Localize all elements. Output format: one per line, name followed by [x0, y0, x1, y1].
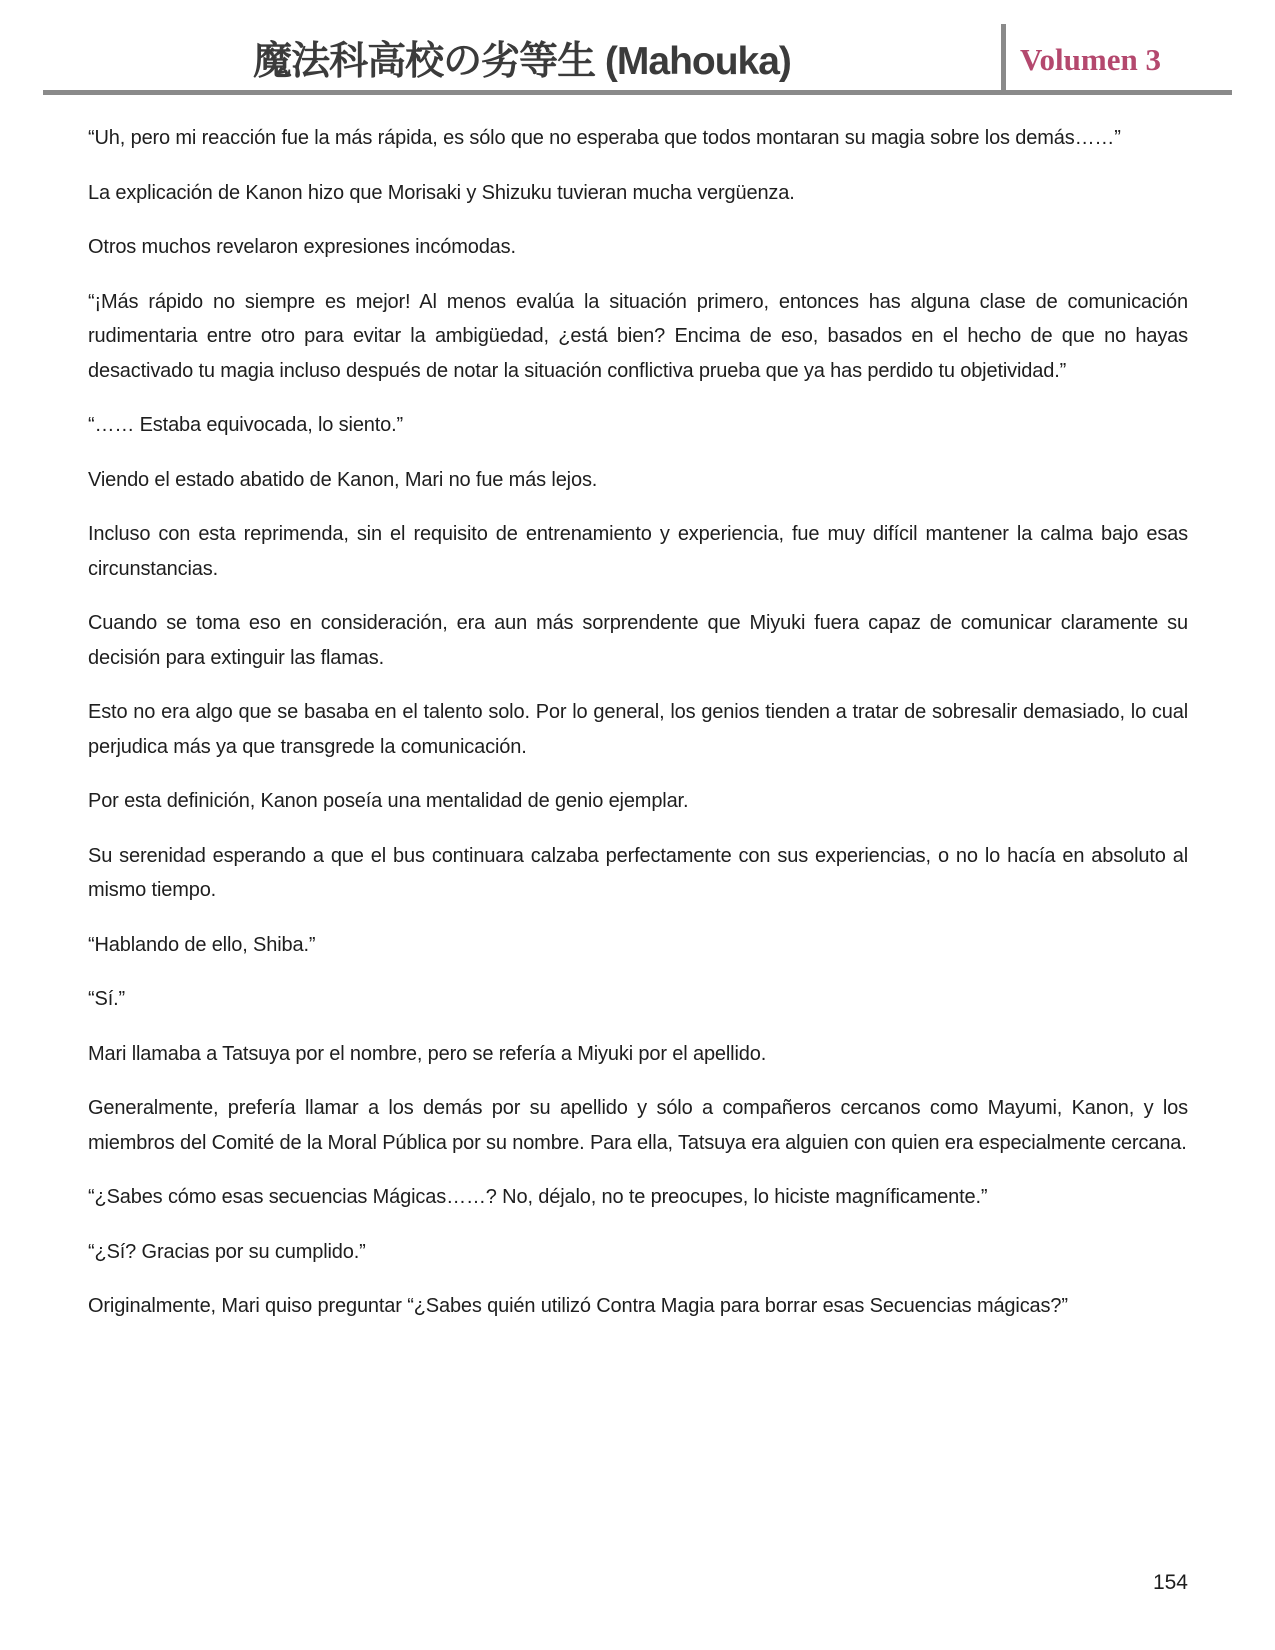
page-footer — [1153, 1571, 1188, 1595]
paragraph: Viendo el estado abatido de Kanon, Mari no fue más lejos. — [88, 468, 598, 491]
paragraph: “¡Más rápido no siempre es mejor! Al menos evalúa la situación primero, entonces has alguna clase de comunicación rudimentaria entre otro para evitar la ambigüedad, ¿está bien? Encima de eso, basados en el hecho de que no hayas desactivado tu magia incluso después de notar la situación conflictiva prueba que ya has perdido tu objetividad.” — [88, 290, 1188, 382]
paragraph: Su serenidad esperando a que el bus continuara calzaba perfectamente con sus experiencias, o no lo hacía en absoluto al mismo tiempo. — [88, 844, 1188, 901]
document-title: 魔法科高校の劣等生 (Mahouka) — [253, 40, 791, 83]
header-volume-area — [1006, 0, 1232, 90]
page-body — [88, 121, 1188, 1324]
paragraph: “Sí.” — [88, 988, 126, 1010]
paragraph: Otros muchos revelaron expresiones incómodas. — [88, 236, 516, 258]
paragraph: “¿Sí? Gracias por su cumplido.” — [88, 1240, 366, 1263]
paragraph: Incluso con esta reprimenda, sin el requisito de entrenamiento y experiencia, fue muy difícil mantener la calma bajo esas circunstancias. — [88, 523, 1188, 580]
paragraph: Cuando se toma eso en consideración, era aun más sorprendente que Miyuki fuera capaz de comunicar claramente su decisión para extinguir las flamas. — [88, 612, 1188, 669]
paragraph: “Uh, pero mi reacción fue la más rápida, es sólo que no esperaba que todos montaran su magia sobre los demás……” — [88, 127, 1121, 149]
paragraph: “…… Estaba equivocada, lo siento.” — [88, 414, 404, 436]
paragraph: “Hablando de ello, Shiba.” — [88, 933, 316, 956]
paragraph: “¿Sabes cómo esas secuencias Mágicas……? No, déjalo, no te preocupes, lo hiciste magníficamente.” — [88, 1186, 988, 1208]
volume-label: Volumen 3 — [1020, 42, 1161, 77]
paragraph: Generalmente, prefería llamar a los demás por su apellido y sólo a compañeros cercanos como Mayumi, Kanon, y los miembros del Comité de la Moral Pública por su nombre. Para ella, Tatsuya era alguien con quien era especialmente cercana. — [88, 1097, 1188, 1154]
page-number: 154 — [1152, 1571, 1188, 1594]
page-header — [43, 0, 1232, 95]
paragraph: Por esta definición, Kanon poseía una mentalidad de genio ejemplar. — [88, 790, 689, 812]
paragraph: Mari llamaba a Tatsuya por el nombre, pero se refería a Miyuki por el apellido. — [88, 1042, 767, 1065]
paragraph: Esto no era algo que se basaba en el talento solo. Por lo general, los genios tienden a tratar de sobresalir demasiado, lo cual perjudica más ya que transgrede la comunicación. — [88, 701, 1188, 758]
paragraph: Originalmente, Mari quiso preguntar “¿Sabes quién utilizó Contra Magia para borrar esas Secuencias mágicas?” — [88, 1295, 1068, 1317]
header-title-area — [43, 0, 1001, 90]
paragraph: La explicación de Kanon hizo que Morisaki y Shizuku tuvieran mucha vergüenza. — [88, 181, 795, 204]
